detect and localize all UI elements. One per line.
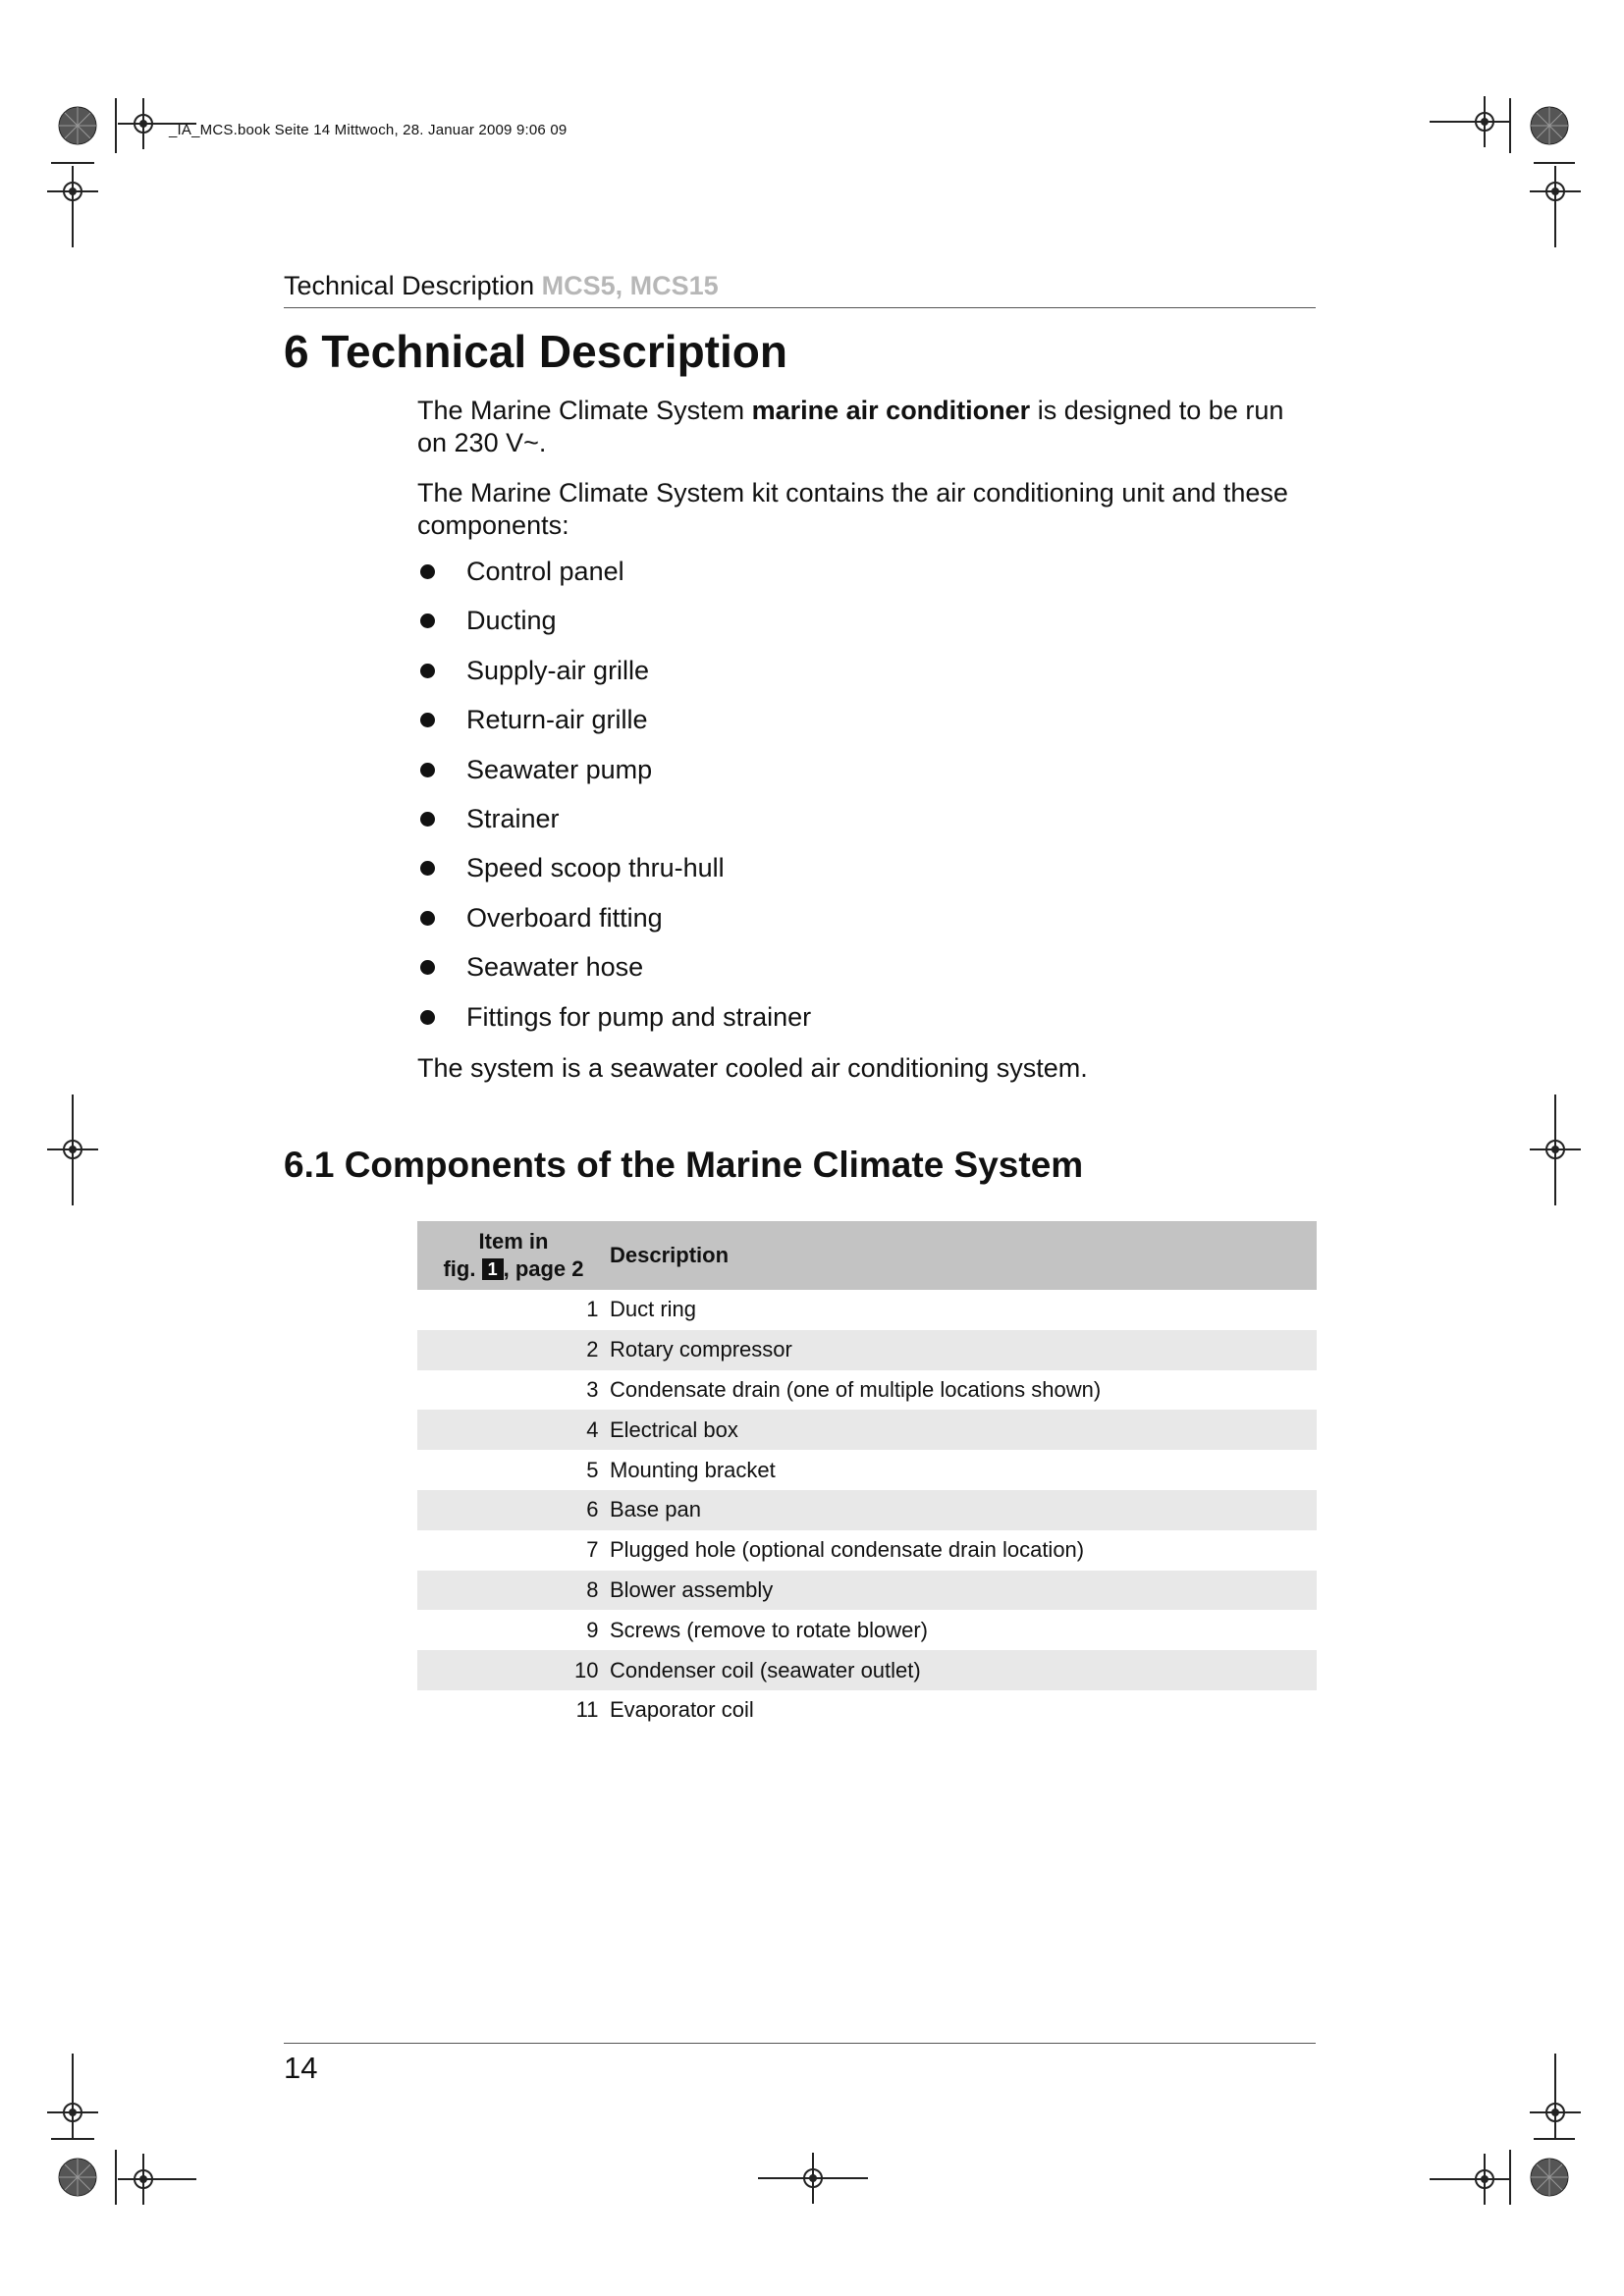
item-description: Plugged hole (optional condensate drain location)	[610, 1537, 1085, 1563]
item-number: 7	[586, 1537, 599, 1563]
bullet-icon	[420, 713, 435, 727]
table-row	[417, 1650, 1317, 1690]
cell-gap	[598, 1571, 610, 1611]
crop-mark-middle-left	[47, 1095, 98, 1205]
header-item-line1: Item in	[478, 1229, 549, 1254]
item-number: 10	[417, 1650, 598, 1690]
cell-gap	[598, 1490, 610, 1530]
table-row	[417, 1410, 1317, 1450]
item-description: Evaporator coil	[610, 1697, 754, 1723]
table-header-item	[417, 1221, 610, 1290]
table-row	[417, 1571, 1317, 1611]
cell-gap	[598, 1370, 610, 1411]
intro-text-end: is designed to be run on 230 V~.	[417, 396, 1284, 457]
figure-number-box: 1	[482, 1258, 504, 1280]
list-item-text: Return-air grille	[466, 705, 648, 735]
item-description: Condenser coil (seawater outlet)	[610, 1650, 1317, 1690]
chapter-title: 6 Technical Description	[284, 326, 787, 377]
table-row	[417, 1450, 1317, 1490]
item-number: 8	[417, 1571, 598, 1611]
cell-gap	[598, 1530, 610, 1571]
print-info-line: _IA_MCS.book Seite 14 Mittwoch, 28. Januar 2009 9:06 09	[169, 122, 568, 138]
bullet-icon	[420, 1010, 435, 1025]
crop-mark-top-right	[1430, 96, 1581, 247]
bullet-icon	[420, 911, 435, 926]
list-item-text: Seawater hose	[466, 952, 644, 983]
header-model-names: MCS5, MCS15	[541, 271, 719, 300]
closing-paragraph: The system is a seawater cooled air conditioning system.	[417, 1053, 1088, 1083]
bullet-icon	[420, 861, 435, 876]
intro-paragraph	[417, 395, 1301, 459]
crop-mark-top-left	[47, 98, 196, 247]
component-list	[417, 556, 811, 1050]
table-body	[417, 1290, 1317, 1731]
table-header-description: Description	[610, 1221, 1317, 1290]
item-description: Rotary compressor	[610, 1330, 1317, 1370]
running-header	[284, 271, 719, 301]
intro-text-start: The Marine Climate System	[417, 396, 752, 425]
list-item-text: Control panel	[466, 557, 624, 586]
item-description: Base pan	[610, 1490, 1317, 1530]
cell-gap	[598, 1330, 610, 1370]
item-description: Condensate drain (one of multiple locations shown)	[610, 1376, 1102, 1402]
list-item	[417, 852, 811, 901]
table-row	[417, 1290, 1317, 1330]
kit-contents-paragraph: The Marine Climate System kit contains the air conditioning unit and these components:	[417, 478, 1288, 540]
table-row	[417, 1490, 1317, 1530]
header-section-title: Technical Description	[284, 271, 535, 300]
bullet-icon	[420, 763, 435, 777]
list-item	[417, 1001, 811, 1050]
crop-mark-middle-right	[1530, 1095, 1581, 1205]
bullet-icon	[420, 614, 435, 628]
header-item-fig: fig.	[443, 1256, 476, 1281]
bullet-icon	[420, 812, 435, 827]
page-number: 14	[284, 2051, 318, 2085]
item-number: 9	[586, 1617, 599, 1642]
cell-gap	[598, 1650, 610, 1690]
components-table	[417, 1221, 1317, 1731]
list-item	[417, 704, 811, 753]
bullet-icon	[420, 564, 435, 579]
list-item-text: Seawater pump	[466, 754, 653, 784]
item-description: Blower assembly	[610, 1571, 1317, 1611]
list-item-text: Strainer	[466, 803, 560, 833]
item-number: 11	[575, 1697, 599, 1723]
list-item	[417, 803, 811, 852]
crop-mark-bottom-center	[758, 2153, 868, 2204]
list-item-text: Fittings for pump and strainer	[466, 1001, 812, 1032]
header-rule	[284, 307, 1316, 308]
cell-gap	[598, 1450, 610, 1490]
crop-mark-bottom-left	[47, 2054, 196, 2205]
cell-gap	[598, 1690, 610, 1731]
item-description: Duct ring	[610, 1297, 697, 1322]
item-number: 5	[586, 1457, 599, 1482]
cell-gap	[598, 1290, 610, 1330]
bullet-icon	[420, 960, 435, 975]
list-item	[417, 605, 811, 654]
item-number: 3	[586, 1376, 599, 1402]
table-row	[417, 1370, 1317, 1411]
list-item-text: Speed scoop thru-hull	[466, 853, 725, 883]
item-description: Electrical box	[610, 1410, 1317, 1450]
item-number: 4	[417, 1410, 598, 1450]
list-item-text: Supply-air grille	[466, 655, 650, 685]
cell-gap	[598, 1410, 610, 1450]
list-item	[417, 902, 811, 951]
section-title: 6.1 Components of the Marine Climate System	[284, 1145, 1084, 1185]
table-row	[417, 1330, 1317, 1370]
list-item	[417, 754, 811, 803]
header-item-page: , page 2	[503, 1256, 584, 1281]
list-item-text: Ducting	[466, 606, 557, 636]
table-row	[417, 1690, 1317, 1731]
footer-rule	[284, 2043, 1316, 2044]
table-header-row	[417, 1221, 1317, 1290]
item-number: 6	[417, 1490, 598, 1530]
item-description: Screws (remove to rotate blower)	[610, 1617, 928, 1642]
crop-mark-bottom-right	[1430, 2054, 1581, 2205]
item-number: 1	[586, 1297, 599, 1322]
item-description: Mounting bracket	[610, 1457, 776, 1482]
table-row	[417, 1610, 1317, 1650]
list-item	[417, 951, 811, 1000]
bullet-icon	[420, 664, 435, 678]
table-row	[417, 1530, 1317, 1571]
list-item-text: Overboard fitting	[466, 902, 663, 933]
cell-gap	[598, 1610, 610, 1650]
list-item	[417, 556, 811, 605]
intro-text-bold: marine air conditioner	[751, 396, 1031, 425]
item-number: 2	[417, 1330, 598, 1370]
list-item	[417, 655, 811, 704]
